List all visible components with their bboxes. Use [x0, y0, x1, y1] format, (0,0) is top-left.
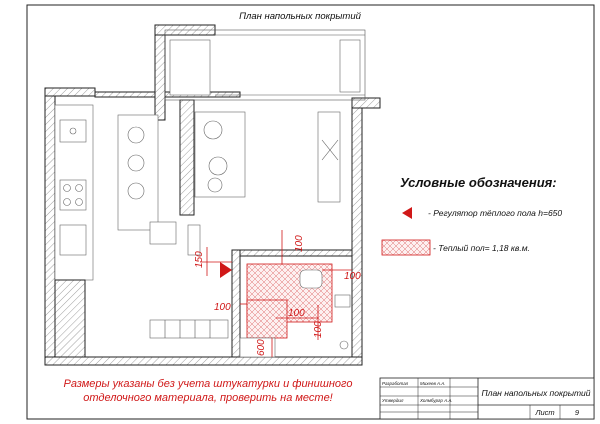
tb-sheet-name: План напольных покрытий	[481, 388, 591, 398]
entrance-door	[188, 225, 200, 255]
hob-burner	[64, 199, 71, 206]
legend-item-regulator: - Регулятор тёплого пола h=650	[428, 208, 563, 218]
dimension-label: 100	[313, 321, 324, 338]
legend-heading: Условные обозначения:	[400, 175, 557, 190]
red-hatched-rect-icon	[382, 240, 430, 255]
tb-approved-label: Утвердил	[382, 398, 404, 403]
wall-left	[45, 88, 55, 365]
wardrobe	[150, 320, 228, 338]
dimension-label: 600	[256, 339, 267, 356]
dining-chair	[150, 222, 176, 244]
kitchen-column	[55, 280, 85, 357]
wall-right	[352, 98, 362, 365]
dimension-label: 100	[344, 271, 361, 282]
legend	[382, 175, 562, 255]
title-block	[380, 378, 594, 419]
bathroom-wall-top	[232, 250, 352, 256]
bar-stool	[128, 155, 144, 171]
fridge	[60, 225, 86, 255]
washbasin	[335, 295, 350, 307]
balcony-window-frame	[170, 40, 210, 95]
hob-burner	[64, 185, 71, 192]
tb-approved-name: Холмбургр А.А.	[420, 398, 453, 403]
shower-drain	[340, 341, 348, 349]
heating-regulator-symbol	[220, 262, 232, 278]
dimension-label: 150	[194, 251, 205, 268]
sofa-cushion	[209, 157, 227, 175]
wall-right-top	[352, 98, 380, 108]
dimension-label: 100	[294, 235, 305, 252]
bar-stool	[128, 183, 144, 199]
bathroom-wall-left	[232, 250, 240, 357]
red-triangle-icon	[402, 207, 412, 219]
bar-stool	[128, 127, 144, 143]
tv-stand	[318, 112, 340, 202]
note-line-2: отделочного материала, проверить на месте!	[83, 392, 333, 404]
heated-floor-area-ext	[247, 300, 287, 338]
wall-partition	[180, 100, 194, 215]
sofa-cushion	[208, 178, 222, 192]
dimension-label: 100	[214, 302, 231, 313]
dimension-label: 100	[288, 308, 305, 319]
note-line-1: Размеры указаны без учета штукатурки и финишного	[63, 378, 353, 390]
balcony-cabinet	[340, 40, 360, 92]
sink-drain	[70, 128, 76, 134]
tb-developed-label: Разработал	[382, 381, 409, 386]
tb-developed-name: Михеев А.А.	[420, 381, 446, 386]
wall-top-kitchen-right	[95, 92, 240, 97]
hob-burner	[76, 199, 83, 206]
wall-top-kitchen	[45, 88, 95, 96]
tb-sheet-label: Лист	[535, 408, 555, 417]
wall-balcony-left	[155, 25, 165, 120]
hob-burner	[76, 185, 83, 192]
toilet	[300, 270, 322, 288]
sofa-cushion	[204, 121, 222, 139]
legend-item-heated-floor: - Теплый пол= 1,18 кв.м.	[433, 243, 530, 253]
floor-plan	[45, 25, 380, 365]
drawing-title: План напольных покрытий	[239, 11, 361, 22]
wall-bottom	[45, 357, 362, 365]
hob	[60, 180, 86, 210]
tb-sheet-number: 9	[574, 408, 580, 417]
